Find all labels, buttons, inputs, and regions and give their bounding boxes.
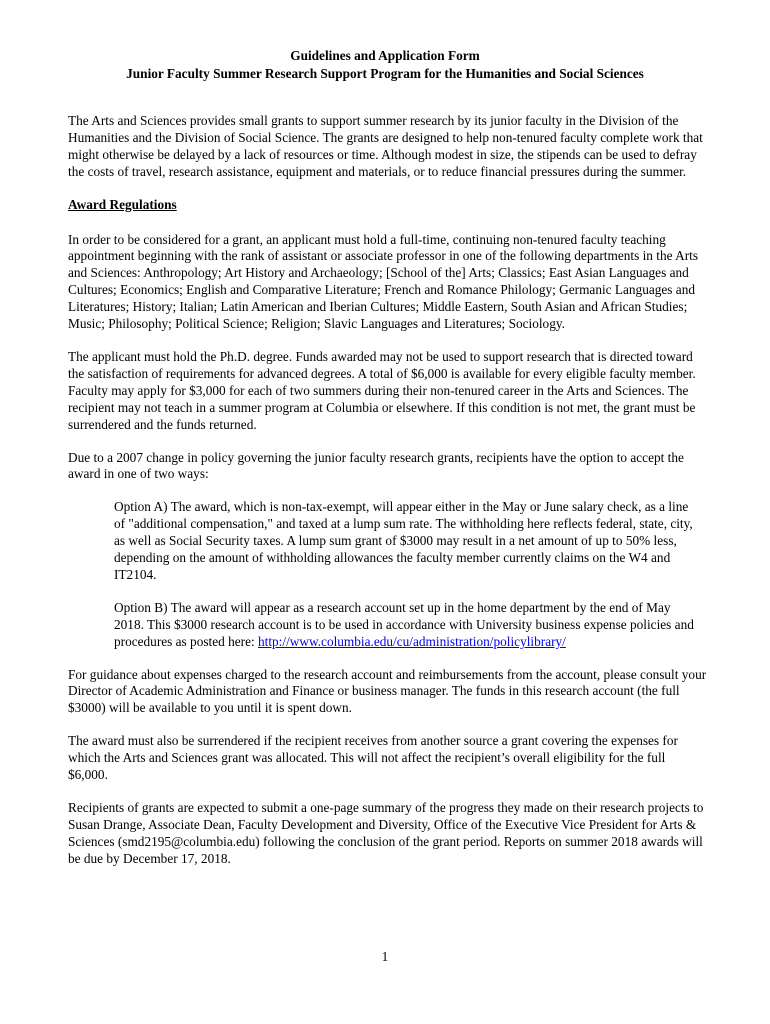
document-title (0, 47, 770, 83)
option-b-text: Option B) The award will appear as a research account set up in the home department by the end of May 2018. This $3000 research account is to be used in accordance with University business expense policies and procedures as posted here: (114, 599, 694, 649)
guidance-paragraph: For guidance about expenses charged to the research account and reimbursements from the account, please consult your Director of Academic Administration and Finance or business manager. The funds in this research account (the full $3000) will be available to you until it is spent down. (68, 666, 707, 716)
option-b-paragraph (114, 600, 694, 651)
reports-paragraph: Recipients of grants are expected to submit a one-page summary of the progress they made on their research projects to Susan Drange, Associate Dean, Faculty Development and Diversity, Office of the Executive Vice President for Arts & Sciences (smd2195@columbia.edu) following the conclusion of the grant period. Reports on summer 2018 awards will be due by December 17, 2018. (68, 800, 704, 866)
phd-paragraph: The applicant must hold the Ph.D. degree. Funds awarded may not be used to support research that is directed toward the satisfaction of requirements for advanced degrees. A total of $6,000 is available for every eligible faculty member. Faculty may apply for $3,000 for each of two summers during their non-tenured career in the Arts and Sciences. The recipient may not teach in a summer program at Columbia or elsewhere. If this condition is not met, the grant must be surrendered and the funds returned. (68, 348, 696, 432)
page-number: 1 (381, 949, 389, 964)
eligibility-paragraph: In order to be considered for a grant, an applicant must hold a full-time, continuing non-tenured faculty teaching appointment beginning with the rank of assistant or associate professor in one of the following departments in the Arts and Sciences: Anthropology; Art History and Archaeology; [School of the] Arts; Classics; East Asian Languages and Cultures; Economics; English and Comparative Literature; French and Romance Philology; Germanic Languages and Literatures; History; Italian; Latin American and Iberian Cultures; Middle Eastern, South Asian and African Studies; Music; Philosophy; Political Science; Religion; Slavic Languages and Literatures; Sociology. (68, 231, 698, 332)
award-regulations-heading: Award Regulations (68, 196, 177, 212)
surrender-paragraph: The award must also be surrendered if the recipient receives from another source a grant covering the expenses for which the Arts and Sciences grant was allocated. This will not affect the recipient’s overall eligibility for the full $6,000. (68, 733, 678, 783)
document-body (68, 113, 708, 884)
policy-paragraph: Due to a 2007 change in policy governing the junior faculty research grants, recipients have the option to accept the award in one of two ways: (68, 449, 684, 482)
intro-paragraph: The Arts and Sciences provides small grants to support summer research by its junior faculty in the Division of the Humanities and the Division of Social Science. The grants are designed to help non-tenured faculty complete work that might otherwise be delayed by a lack of resources or time. Although modest in size, the stipends can be used to defray the costs of travel, research assistance, equipment and materials, or to reduce financial pressures during the summer. (68, 113, 703, 179)
title-line-1: Guidelines and Application Form (290, 48, 480, 63)
policy-library-link[interactable]: http://www.columbia.edu/cu/administration/policylibrary/ (258, 633, 566, 649)
title-line-2: Junior Faculty Summer Research Support Program for the Humanities and Social Sciences (126, 66, 644, 81)
option-a-paragraph: Option A) The award, which is non-tax-exempt, will appear either in the May or June salary check, as a line of "additional compensation," and taxed at a lump sum rate. The withholding here reflects federal, state, city, as well as Social Security taxes. A lump sum grant of $3000 may result in a net amount of up to 50% less, depending on the amount of withholding allowances the faculty member currently claims on the W4 and IT2104. (114, 499, 693, 582)
